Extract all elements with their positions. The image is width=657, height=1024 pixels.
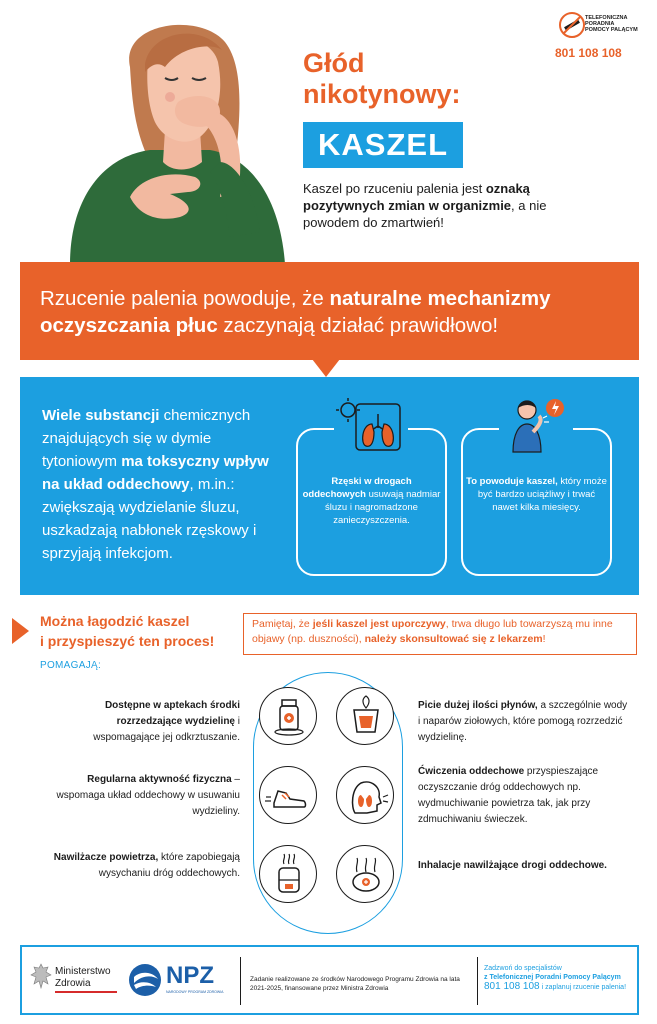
call-line-1: Zadzwoń do specjalistów (484, 965, 562, 972)
aid-medicine-bold: Dostępne w aptekach środki rozrzedzające wydzielinę (104, 700, 240, 727)
lungs-icon (334, 396, 408, 454)
funding-text: Zadanie realizowane ze środków Narodowego Programu Zdrowia na lata 2021-2025, finansowane przez Ministra Zdrowia (250, 976, 460, 992)
title-line-1: Głód (303, 48, 365, 78)
cilia-bold: Rzęski w drogach oddechowych (302, 476, 412, 500)
coughing-person-icon (499, 396, 573, 454)
cough-card-text (465, 475, 608, 514)
medicine-icon (259, 687, 317, 745)
hotline-logo (551, 12, 646, 64)
aid-breathing-rest: przyspieszające oczyszczanie dróg oddechowych np. wydmuchiwanie powietrza tak, jak przy zdmuchiwaniu świeczek. (418, 766, 599, 825)
cough-text: który może być bardzo uciążliwy i trwać nawet kilka miesięcy. (477, 476, 607, 513)
ministry-line-1: Ministerstwo (55, 966, 111, 977)
intro-post: , a nie powodem do zmartwień! (303, 198, 547, 230)
aid-inhalation-bold: Inhalacje nawilżające drogi oddechowe. (418, 860, 607, 871)
helps-label: POMAGAJĄ: (40, 660, 102, 671)
aid-humidifier-bold: Nawilżacze powietrza, (53, 852, 159, 863)
page-title (303, 48, 461, 110)
banner-pre: Rzucenie palenia powoduje, że (40, 287, 330, 310)
call-phone[interactable]: 801 108 108 (484, 981, 540, 992)
cilia-card-text (300, 475, 443, 527)
aid-fluids-text (418, 698, 628, 746)
hotline-name-1: TELEFONICZNA (585, 15, 628, 21)
soothe-title (40, 611, 214, 651)
npz-subtitle: NARODOWY PROGRAM ZDROWIA (166, 990, 224, 994)
footer-divider (477, 957, 478, 1005)
aid-inhalation-text (418, 858, 628, 874)
herbal-tea-icon (336, 687, 394, 745)
npz-logo-text: NPZ (166, 962, 214, 989)
footer-divider (240, 957, 241, 1005)
info-text-2: , m.in.: zwiększają wydzielanie śluzu, uszkadzają nabłonek rzęskowy i sprzyjają infekcjom. (42, 476, 257, 562)
title-line-2: nikotynowy: (303, 79, 461, 109)
remember-box (243, 613, 637, 655)
aid-breathing-bold: Ćwiczenia oddechowe (418, 766, 525, 777)
aid-breathing-text (418, 764, 628, 828)
aid-activity-text (50, 772, 240, 820)
remember-bold-2: należy skonsultować się z lekarzem (364, 633, 543, 645)
banner-post: zaczynają działać prawidłowo! (217, 314, 499, 337)
cigarette-hand-icon (559, 12, 585, 38)
aid-activity-rest: – wspomaga układ oddechowy w usuwaniu wydzieliny. (56, 774, 240, 817)
intro-bold: oznaką pozytywnych zmian w organizmie (303, 181, 530, 213)
banner-pointer (312, 359, 340, 377)
cilia-text: usuwają nadmiar śluzu i nagromadzone zanieczyszczenia. (325, 489, 441, 526)
aid-activity-bold: Regularna aktywność fizyczna (87, 774, 232, 785)
remember-pre: Pamiętaj, że (252, 618, 313, 630)
humidifier-icon (259, 845, 317, 903)
banner-text (40, 285, 630, 339)
banner-bold: naturalne mechanizmy oczyszczania płuc (40, 287, 551, 337)
aid-medicine-rest: i wspomagające jej odkrztuszanie. (93, 716, 240, 743)
hotline-name-3: POMOCY PALĄCYM (585, 27, 638, 33)
eagle-emblem-icon (30, 962, 52, 990)
info-bold-2: ma toksyczny wpływ na układ oddechowy (42, 453, 269, 493)
npz-logo-icon (128, 963, 162, 997)
ministry-name (55, 966, 111, 990)
running-shoe-icon (259, 766, 317, 824)
hotline-name (585, 15, 647, 33)
aid-medicine-text (50, 698, 240, 746)
inhaler-icon (336, 845, 394, 903)
call-to-action (484, 964, 634, 992)
hotline-phone[interactable]: 801 108 108 (555, 46, 622, 60)
info-bold-1: Wiele substancji (42, 407, 160, 424)
intro-text (303, 180, 603, 231)
aid-humidifier-rest: które zapobiegają wysychaniu dróg oddechowych. (98, 852, 240, 879)
soothe-title-2: i przyspieszyć ten proces! (40, 633, 215, 649)
aid-fluids-bold: Picie dużej ilości płynów, (418, 700, 538, 711)
call-end: i zaplanuj rzucenie palenia! (539, 984, 627, 991)
aid-fluids-rest: a szczególnie wody i naparów ziołowych, które pomogą rozrzedzić wydzielinę. (418, 700, 628, 743)
play-triangle-icon (12, 618, 29, 644)
info-text (42, 404, 272, 565)
coughing-woman-illustration (60, 12, 290, 264)
kaszel-highlight: KASZEL (303, 122, 463, 168)
cough-bold: To powoduje kaszel, (466, 476, 558, 487)
remember-mid: , trwa długo lub towarzyszą mu inne objawy (np. duszności), (252, 618, 613, 645)
ministry-line-2: Zdrowia (55, 978, 91, 989)
intro-pre: Kaszel po rzuceniu palenia jest (303, 181, 486, 196)
breathing-exercise-icon (336, 766, 394, 824)
info-text-1: chemicznych znajdujących się w dymie tytoniowym (42, 407, 251, 470)
soothe-title-1: Można łagodzić kaszel (40, 613, 190, 629)
call-bold: z Telefonicznej Poradni Pomocy Palącym (484, 974, 621, 981)
remember-end: ! (542, 633, 546, 645)
ministry-underline (55, 991, 117, 993)
aid-humidifier-text (50, 850, 240, 882)
remember-bold-1: jeśli kaszel jest uporczywy (312, 618, 446, 630)
hotline-name-2: PORADNIA (585, 21, 615, 27)
